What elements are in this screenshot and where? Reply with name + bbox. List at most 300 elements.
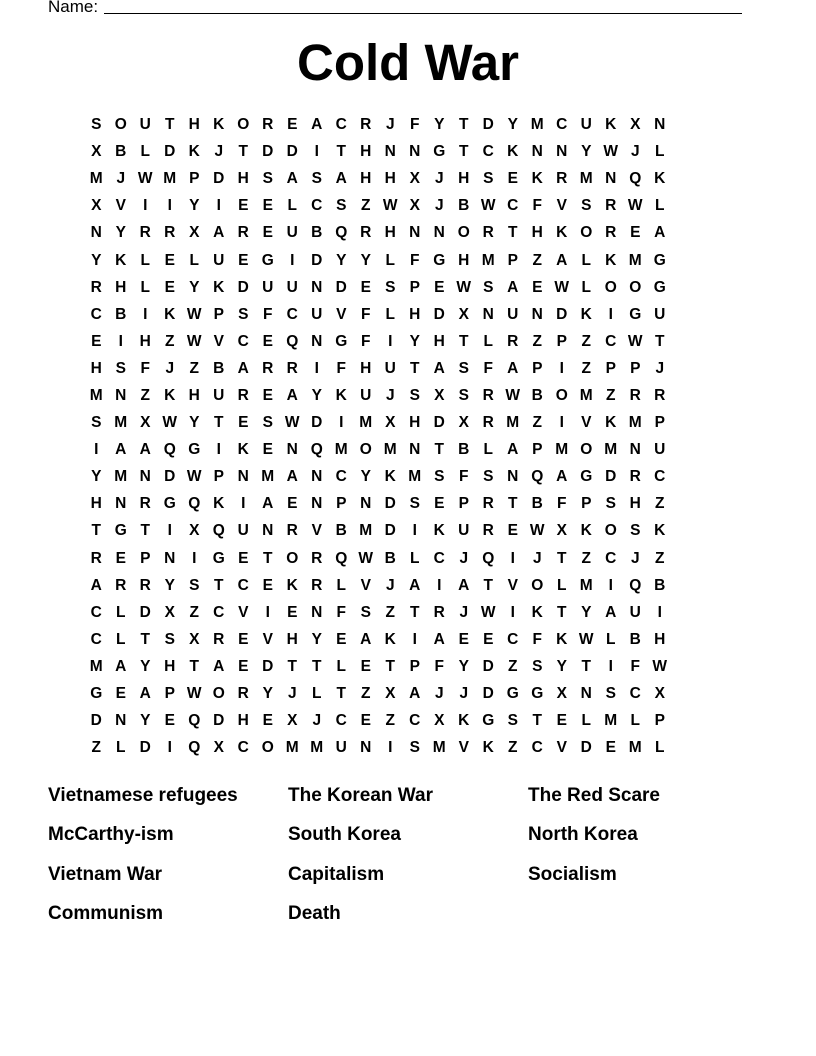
grid-letter: M — [506, 414, 520, 432]
grid-letter: T — [312, 657, 322, 675]
grid-letter: D — [213, 170, 225, 188]
grid-letter: G — [335, 332, 348, 350]
grid-letter: H — [237, 712, 249, 730]
grid-letter: H — [188, 116, 200, 134]
grid-letter: E — [262, 712, 273, 730]
grid-letter: I — [167, 739, 172, 757]
grid-letter: H — [360, 143, 372, 161]
grid-row — [84, 490, 672, 517]
grid-row — [84, 599, 672, 626]
grid-letter: O — [359, 441, 372, 459]
grid-letter: R — [482, 224, 494, 242]
grid-letter: X — [91, 143, 102, 161]
grid-letter: W — [554, 278, 570, 296]
grid-letter: I — [167, 197, 172, 215]
grid-letter: K — [164, 305, 176, 323]
grid-letter: Y — [91, 468, 102, 486]
grid-letter: R — [237, 685, 249, 703]
grid-letter: F — [140, 359, 150, 377]
grid-letter: Y — [360, 251, 371, 269]
grid-letter: Z — [361, 197, 371, 215]
grid-letter: W — [456, 278, 472, 296]
grid-letter: A — [507, 359, 519, 377]
grid-letter: H — [384, 170, 396, 188]
grid-letter: J — [116, 170, 126, 188]
grid-letter: Y — [262, 685, 273, 703]
grid-letter: E — [360, 278, 371, 296]
grid-letter: K — [556, 224, 568, 242]
grid-letter: C — [556, 116, 568, 134]
grid-letter: A — [458, 576, 470, 594]
grid-letter: Q — [335, 549, 348, 567]
grid-row — [84, 382, 672, 409]
grid-letter: L — [140, 278, 150, 296]
grid-letter: N — [482, 305, 494, 323]
grid-letter: L — [189, 251, 199, 269]
grid-letter: V — [213, 332, 224, 350]
grid-letter: M — [579, 576, 593, 594]
grid-letter: D — [605, 468, 617, 486]
grid-letter: K — [213, 278, 225, 296]
grid-letter: E — [458, 630, 469, 648]
grid-letter: T — [532, 712, 542, 730]
grid-letter: O — [212, 685, 225, 703]
word-list-item: Capitalism — [288, 863, 385, 885]
grid-letter: C — [335, 468, 347, 486]
grid-letter: S — [91, 116, 102, 134]
grid-letter: M — [579, 386, 593, 404]
grid-letter: A — [286, 170, 298, 188]
grid-letter: J — [287, 685, 297, 703]
grid-letter: N — [433, 224, 445, 242]
grid-letter: U — [213, 386, 225, 404]
grid-letter: Y — [458, 657, 469, 675]
grid-letter: M — [530, 116, 544, 134]
grid-letter: L — [287, 197, 297, 215]
word-list — [48, 776, 768, 934]
grid-letter: R — [482, 522, 494, 540]
grid-letter: N — [409, 143, 421, 161]
grid-letter: F — [361, 332, 371, 350]
grid-letter: C — [237, 739, 249, 757]
grid-row — [84, 165, 672, 192]
grid-letter: H — [409, 305, 421, 323]
grid-letter: L — [655, 143, 665, 161]
grid-letter: W — [284, 414, 300, 432]
grid-letter: I — [437, 576, 442, 594]
grid-letter: T — [459, 143, 469, 161]
grid-letter: H — [286, 630, 298, 648]
grid-letter: E — [262, 441, 273, 459]
grid-letter: X — [556, 685, 567, 703]
grid-letter: W — [627, 197, 643, 215]
grid-letter: J — [630, 549, 640, 567]
grid-letter: X — [189, 630, 200, 648]
grid-letter: W — [137, 170, 153, 188]
grid-letter: Q — [286, 332, 299, 350]
grid-letter: Q — [629, 170, 642, 188]
grid-letter: P — [189, 170, 200, 188]
grid-letter: B — [311, 224, 323, 242]
grid-letter: F — [630, 657, 640, 675]
grid-letter: K — [531, 603, 543, 621]
grid-letter: N — [115, 712, 127, 730]
grid-letter: P — [654, 414, 665, 432]
grid-letter: Z — [189, 603, 199, 621]
grid-letter: Y — [360, 468, 371, 486]
grid-letter: S — [336, 197, 347, 215]
grid-letter: N — [237, 468, 249, 486]
grid-letter: K — [531, 170, 543, 188]
grid-letter: S — [262, 170, 273, 188]
grid-letter: D — [482, 657, 494, 675]
grid-letter: T — [91, 522, 101, 540]
grid-letter: K — [605, 116, 617, 134]
grid-letter: E — [164, 251, 175, 269]
grid-letter: V — [262, 630, 273, 648]
grid-letter: Y — [164, 576, 175, 594]
grid-letter: W — [603, 143, 619, 161]
grid-letter: R — [507, 332, 519, 350]
grid-letter: C — [433, 549, 445, 567]
grid-letter: Y — [311, 630, 322, 648]
word-list-item: Socialism — [528, 863, 617, 885]
grid-letter: I — [559, 359, 564, 377]
grid-letter: Q — [335, 224, 348, 242]
grid-letter: Z — [581, 549, 591, 567]
grid-letter: M — [359, 522, 373, 540]
grid-letter: P — [630, 359, 641, 377]
grid-letter: E — [360, 712, 371, 730]
grid-letter: T — [508, 495, 518, 513]
grid-letter: S — [630, 522, 641, 540]
grid-letter: I — [412, 522, 417, 540]
grid-letter: N — [311, 495, 323, 513]
grid-letter: A — [605, 603, 617, 621]
grid-letter: M — [432, 739, 446, 757]
grid-letter: V — [556, 739, 567, 757]
grid-letter: C — [507, 630, 519, 648]
grid-letter: M — [628, 414, 642, 432]
grid-letter: T — [434, 441, 444, 459]
grid-letter: W — [578, 630, 594, 648]
grid-letter: I — [290, 251, 295, 269]
grid-letter: E — [287, 495, 298, 513]
grid-letter: K — [433, 522, 445, 540]
grid-letter: L — [557, 576, 567, 594]
grid-letter: Y — [140, 712, 151, 730]
grid-letter: H — [188, 386, 200, 404]
grid-letter: Y — [189, 197, 200, 215]
grid-letter: L — [410, 549, 420, 567]
grid-letter: P — [532, 359, 543, 377]
grid-letter: N — [311, 332, 323, 350]
grid-letter: E — [287, 603, 298, 621]
grid-letter: W — [505, 386, 521, 404]
grid-letter: O — [555, 386, 568, 404]
grid-letter: A — [433, 630, 445, 648]
grid-letter: Z — [508, 739, 518, 757]
grid-letter: N — [311, 603, 323, 621]
grid-letter: W — [358, 549, 374, 567]
grid-letter: R — [90, 549, 102, 567]
grid-letter: W — [382, 197, 398, 215]
grid-letter: M — [628, 251, 642, 269]
grid-letter: K — [580, 522, 592, 540]
grid-letter: E — [507, 170, 518, 188]
grid-letter: L — [116, 630, 126, 648]
grid-letter: A — [139, 441, 151, 459]
grid-letter: I — [241, 495, 246, 513]
grid-letter: B — [335, 522, 347, 540]
grid-letter: D — [335, 278, 347, 296]
grid-letter: A — [335, 170, 347, 188]
grid-letter: H — [629, 495, 641, 513]
grid-letter: S — [605, 495, 616, 513]
grid-letter: Z — [189, 359, 199, 377]
grid-letter: H — [433, 332, 445, 350]
grid-letter: E — [238, 657, 249, 675]
grid-letter: U — [286, 224, 298, 242]
grid-letter: R — [213, 630, 225, 648]
word-list-item: The Korean War — [288, 784, 433, 806]
grid-letter: B — [654, 576, 666, 594]
grid-letter: U — [654, 305, 666, 323]
grid-letter: M — [261, 468, 275, 486]
grid-letter: I — [608, 305, 613, 323]
grid-letter: Q — [531, 468, 544, 486]
grid-letter: D — [482, 116, 494, 134]
grid-letter: U — [360, 386, 372, 404]
grid-letter: L — [385, 305, 395, 323]
grid-letter: R — [262, 116, 274, 134]
grid-letter: I — [412, 630, 417, 648]
grid-letter: D — [164, 143, 176, 161]
word-list-item: Vietnamese refugees — [48, 784, 238, 806]
grid-letter: C — [409, 712, 421, 730]
grid-letter: X — [630, 116, 641, 134]
grid-letter: E — [434, 495, 445, 513]
grid-letter: E — [262, 197, 273, 215]
grid-letter: I — [510, 603, 515, 621]
grid-letter: W — [186, 468, 202, 486]
grid-letter: R — [605, 197, 617, 215]
grid-letter: V — [581, 414, 592, 432]
grid-letter: L — [385, 251, 395, 269]
grid-letter: B — [531, 495, 543, 513]
word-list-item: Vietnam War — [48, 863, 163, 885]
grid-letter: I — [559, 414, 564, 432]
grid-letter: C — [482, 143, 494, 161]
grid-letter: F — [434, 657, 444, 675]
grid-row — [84, 517, 672, 544]
grid-letter: K — [213, 495, 225, 513]
grid-letter: A — [409, 685, 421, 703]
grid-letter: G — [433, 143, 446, 161]
grid-letter: H — [384, 224, 396, 242]
grid-letter: H — [654, 630, 666, 648]
grid-letter: A — [556, 251, 568, 269]
grid-letter: N — [507, 468, 519, 486]
grid-letter: M — [604, 712, 618, 730]
grid-letter: I — [339, 414, 344, 432]
grid-letter: M — [89, 170, 103, 188]
grid-letter: Y — [336, 251, 347, 269]
grid-letter: P — [409, 278, 420, 296]
grid-letter: I — [388, 739, 393, 757]
grid-letter: T — [483, 576, 493, 594]
grid-letter: V — [458, 739, 469, 757]
grid-letter: Y — [115, 224, 126, 242]
grid-letter: A — [507, 278, 519, 296]
grid-letter: F — [263, 305, 273, 323]
grid-letter: Y — [581, 143, 592, 161]
grid-letter: D — [262, 657, 274, 675]
word-row — [48, 895, 768, 935]
grid-letter: L — [336, 576, 346, 594]
grid-letter: S — [458, 386, 469, 404]
grid-letter: A — [409, 576, 421, 594]
grid-letter: B — [115, 305, 127, 323]
grid-letter: N — [654, 116, 666, 134]
grid-letter: A — [507, 441, 519, 459]
grid-letter: S — [605, 685, 616, 703]
grid-letter: S — [434, 468, 445, 486]
grid-letter: N — [629, 441, 641, 459]
grid-letter: Z — [606, 386, 616, 404]
grid-row — [84, 192, 672, 219]
grid-letter: E — [262, 224, 273, 242]
grid-letter: P — [458, 495, 469, 513]
grid-letter: T — [336, 143, 346, 161]
grid-letter: R — [237, 224, 249, 242]
grid-letter: X — [140, 414, 151, 432]
grid-letter: N — [139, 468, 151, 486]
grid-letter: I — [314, 359, 319, 377]
grid-letter: X — [164, 603, 175, 621]
grid-letter: L — [655, 739, 665, 757]
grid-letter: M — [555, 441, 569, 459]
grid-letter: W — [186, 685, 202, 703]
grid-letter: K — [556, 630, 568, 648]
grid-letter: R — [482, 414, 494, 432]
grid-letter: O — [629, 278, 642, 296]
grid-letter: S — [91, 414, 102, 432]
grid-row — [84, 219, 672, 246]
grid-letter: F — [410, 251, 420, 269]
grid-letter: G — [580, 468, 593, 486]
grid-row — [84, 545, 672, 572]
name-label: Name: — [48, 0, 99, 16]
grid-letter: C — [90, 603, 102, 621]
grid-letter: G — [212, 549, 225, 567]
grid-letter: L — [581, 251, 591, 269]
grid-row — [84, 246, 672, 273]
grid-letter: R — [629, 386, 641, 404]
grid-letter: C — [605, 549, 617, 567]
grid-letter: Q — [188, 712, 201, 730]
grid-letter: K — [237, 441, 249, 459]
grid-letter: S — [238, 305, 249, 323]
grid-letter: V — [556, 197, 567, 215]
grid-letter: E — [336, 630, 347, 648]
grid-letter: D — [139, 603, 151, 621]
grid-letter: R — [482, 495, 494, 513]
grid-letter: H — [531, 224, 543, 242]
grid-letter: F — [336, 359, 346, 377]
grid-letter: C — [311, 197, 323, 215]
grid-letter: J — [214, 143, 224, 161]
grid-letter: M — [114, 414, 128, 432]
grid-letter: R — [556, 170, 568, 188]
word-list-item: Communism — [48, 903, 164, 925]
grid-letter: X — [458, 414, 469, 432]
grid-letter: T — [140, 630, 150, 648]
grid-letter: R — [629, 468, 641, 486]
grid-letter: R — [90, 278, 102, 296]
grid-letter: A — [139, 685, 151, 703]
grid-letter: Y — [409, 332, 420, 350]
grid-letter: G — [482, 712, 495, 730]
grid-row — [84, 680, 672, 707]
grid-letter: P — [164, 685, 175, 703]
grid-letter: I — [265, 603, 270, 621]
name-field[interactable] — [48, 0, 748, 19]
grid-row — [84, 463, 672, 490]
grid-letter: J — [434, 197, 444, 215]
grid-letter: B — [458, 197, 470, 215]
grid-letter: T — [557, 549, 567, 567]
grid-letter: L — [483, 441, 493, 459]
grid-letter: Z — [532, 414, 542, 432]
grid-letter: X — [385, 685, 396, 703]
grid-letter: V — [238, 603, 249, 621]
grid-letter: D — [556, 305, 568, 323]
grid-letter: Y — [556, 657, 567, 675]
grid-letter: M — [89, 657, 103, 675]
grid-letter: O — [261, 739, 274, 757]
grid-letter: W — [186, 305, 202, 323]
grid-letter: T — [263, 549, 273, 567]
grid-letter: S — [458, 359, 469, 377]
grid-letter: A — [237, 359, 249, 377]
grid-letter: N — [311, 468, 323, 486]
grid-letter: C — [605, 332, 617, 350]
grid-letter: F — [532, 630, 542, 648]
grid-letter: F — [459, 468, 469, 486]
grid-letter: W — [480, 197, 496, 215]
grid-letter: E — [238, 414, 249, 432]
grid-letter: P — [654, 712, 665, 730]
grid-letter: W — [652, 657, 668, 675]
grid-row — [84, 328, 672, 355]
grid-letter: N — [384, 143, 396, 161]
grid-letter: K — [654, 522, 666, 540]
grid-letter: G — [90, 685, 103, 703]
grid-letter: R — [237, 386, 249, 404]
grid-letter: T — [459, 116, 469, 134]
grid-letter: B — [384, 549, 396, 567]
grid-letter: C — [237, 576, 249, 594]
grid-letter: S — [483, 278, 494, 296]
grid-letter: G — [261, 251, 274, 269]
grid-letter: E — [238, 251, 249, 269]
grid-letter: N — [409, 224, 421, 242]
grid-letter: N — [311, 278, 323, 296]
grid-letter: Y — [140, 657, 151, 675]
grid-letter: U — [654, 441, 666, 459]
grid-letter: L — [312, 685, 322, 703]
